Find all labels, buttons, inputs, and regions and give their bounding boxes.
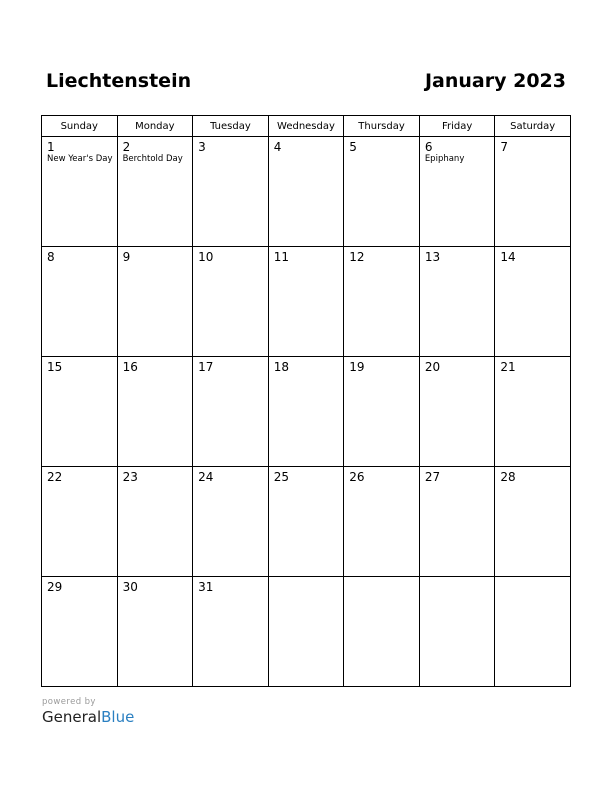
day-cell bbox=[344, 247, 420, 357]
weekday-header-tuesday: Tuesday bbox=[193, 116, 269, 137]
week-row bbox=[42, 247, 571, 357]
weekday-header-friday: Friday bbox=[419, 116, 495, 137]
day-cell bbox=[419, 577, 495, 687]
week-row bbox=[42, 357, 571, 467]
day-number: 28 bbox=[500, 470, 516, 484]
day-cell bbox=[495, 247, 571, 357]
weekday-header-saturday: Saturday bbox=[495, 116, 571, 137]
day-cell bbox=[268, 357, 344, 467]
day-cell bbox=[42, 467, 118, 577]
day-number: 9 bbox=[122, 250, 131, 264]
day-cell bbox=[117, 467, 193, 577]
powered-by-text: powered by bbox=[42, 697, 96, 707]
day-number: 29 bbox=[47, 580, 63, 594]
day-number: 7 bbox=[500, 140, 509, 154]
day-cell bbox=[193, 357, 269, 467]
day-cell bbox=[117, 357, 193, 467]
day-cell bbox=[42, 577, 118, 687]
day-number: 14 bbox=[500, 250, 516, 264]
day-number: 22 bbox=[47, 470, 63, 484]
day-number: 1 bbox=[47, 140, 55, 154]
day-number: 20 bbox=[424, 360, 441, 374]
day-cell bbox=[117, 137, 193, 247]
day-cell bbox=[42, 247, 118, 357]
calendar-header bbox=[46, 70, 566, 100]
day-cell bbox=[344, 577, 420, 687]
day-number: 3 bbox=[198, 140, 206, 154]
day-cell bbox=[419, 467, 495, 577]
day-number: 18 bbox=[273, 360, 289, 374]
day-cell bbox=[344, 357, 420, 467]
brand-blue: Blue bbox=[101, 708, 135, 726]
day-number: 25 bbox=[273, 470, 289, 484]
day-cell bbox=[117, 577, 193, 687]
day-number: 5 bbox=[349, 140, 357, 154]
week-row bbox=[42, 137, 571, 247]
weekday-header-row bbox=[42, 116, 571, 137]
weekday-header-sunday: Sunday bbox=[42, 116, 118, 137]
day-number: 31 bbox=[198, 580, 214, 594]
day-number: 27 bbox=[424, 470, 441, 484]
day-number: 4 bbox=[273, 140, 282, 154]
day-cell bbox=[117, 247, 193, 357]
day-number: 6 bbox=[424, 140, 433, 154]
footer bbox=[42, 697, 134, 726]
day-number: 30 bbox=[122, 580, 138, 594]
day-number: 17 bbox=[198, 360, 214, 374]
day-number: 13 bbox=[424, 250, 441, 264]
day-cell bbox=[419, 137, 495, 247]
weekday-header-thursday: Thursday bbox=[344, 116, 420, 137]
day-cell bbox=[344, 137, 420, 247]
day-cell bbox=[193, 577, 269, 687]
week-row bbox=[42, 577, 571, 687]
day-number: 15 bbox=[47, 360, 63, 374]
weekday-header-wednesday: Wednesday bbox=[268, 116, 344, 137]
day-cell bbox=[193, 467, 269, 577]
weekday-header-monday: Monday bbox=[117, 116, 193, 137]
day-number: 23 bbox=[122, 470, 138, 484]
day-cell bbox=[42, 137, 118, 247]
day-cell bbox=[495, 467, 571, 577]
day-number: 21 bbox=[500, 360, 516, 374]
day-cell bbox=[268, 467, 344, 577]
day-number: 11 bbox=[273, 250, 289, 264]
day-cell bbox=[344, 467, 420, 577]
brand-general: General bbox=[42, 708, 102, 726]
day-number: 24 bbox=[198, 470, 214, 484]
day-number: 8 bbox=[47, 250, 55, 264]
day-number: 10 bbox=[198, 250, 214, 264]
holiday-label: Epiphany bbox=[424, 154, 465, 164]
country-title: Liechtenstein bbox=[46, 70, 192, 92]
day-cell bbox=[268, 247, 344, 357]
day-cell bbox=[193, 247, 269, 357]
day-number: 26 bbox=[349, 470, 365, 484]
day-cell bbox=[419, 247, 495, 357]
month-title: January 2023 bbox=[424, 70, 566, 92]
day-cell bbox=[42, 357, 118, 467]
day-number: 19 bbox=[349, 360, 365, 374]
holiday-label: Berchtold Day bbox=[122, 154, 183, 164]
day-cell bbox=[495, 357, 571, 467]
day-cell bbox=[419, 357, 495, 467]
day-number: 2 bbox=[122, 140, 131, 154]
day-number: 12 bbox=[349, 250, 365, 264]
day-number: 16 bbox=[122, 360, 138, 374]
holiday-label: New Year's Day bbox=[47, 154, 113, 164]
calendar-grid bbox=[41, 115, 571, 687]
day-cell bbox=[268, 137, 344, 247]
day-cell bbox=[268, 577, 344, 687]
day-cell bbox=[495, 137, 571, 247]
day-cell bbox=[193, 137, 269, 247]
week-row bbox=[42, 467, 571, 577]
day-cell bbox=[495, 577, 571, 687]
brand-logo bbox=[42, 708, 134, 726]
